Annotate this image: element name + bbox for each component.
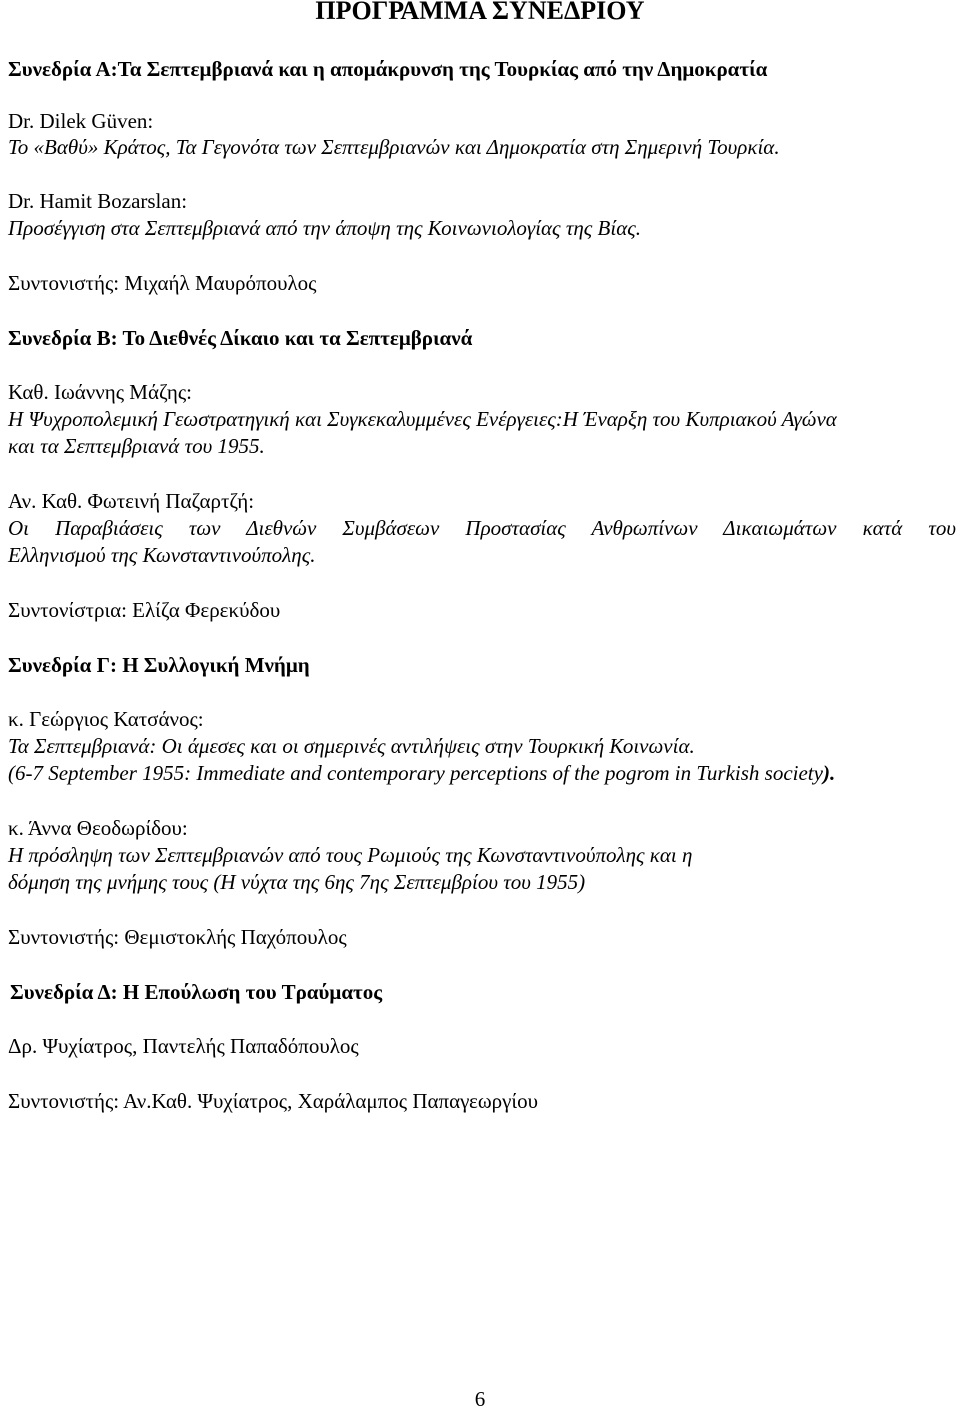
session-c-moderator: Συντονιστής: Θεμιστοκλής Παχόπουλος (8, 925, 347, 949)
session-a-talk1-speaker: Dr. Dilek Güven: (8, 109, 154, 133)
session-c-talk1-speaker: κ. Γεώργιος Κατσάνος: (8, 707, 204, 731)
session-b-moderator: Συντονίστρια: Ελίζα Φερεκύδου (8, 598, 281, 622)
session-c-heading: Συνεδρία Γ: Η Συλλογική Μνήμη (8, 653, 310, 677)
session-b-talk2-speaker: Αν. Καθ. Φωτεινή Παζαρτζή: (8, 489, 255, 513)
session-d-moderator: Συντονιστής: Αν.Καθ. Ψυχίατρος, Χαράλαμπος Παπαγεωργίου (8, 1089, 538, 1113)
session-a-talk2-title: Προσέγγιση στα Σεπτεμβριανά από την άποψη της Κοινωνιολογίας της Βίας. (8, 216, 641, 240)
session-c-talk1-title-en-text: (6-7 September 1955: Immediate and contemporary perceptions of the pogrom in Turkish society (8, 761, 823, 785)
session-c-talk2-title-line2: δόμηση της μνήμης τους (Η νύχτα της 6ης 7ης Σεπτεμβρίου του 1955) (8, 870, 586, 894)
session-b-talk1-speaker: Καθ. Ιωάννης Μάζης: (8, 380, 192, 404)
session-d-speaker: Δρ. Ψυχίατρος, Παντελής Παπαδόπουλος (8, 1034, 359, 1058)
session-c-talk1-title-gr: Τα Σεπτεμβριανά: Οι άμεσες και οι σημερινές αντιλήψεις στην Τουρκική Κοινωνία. (8, 734, 695, 758)
session-c-talk1-title-en (8, 760, 956, 786)
session-d-heading: Συνεδρία Δ: Η Επούλωση του Τραύματος (10, 980, 383, 1004)
session-c-talk2-speaker: κ. Άννα Θεοδωρίδου: (8, 816, 188, 840)
session-c-talk1-title-en-end: ). (822, 761, 836, 785)
session-c-talk2-title-line1: Η πρόσληψη των Σεπτεμβριανών από τους Ρωμιούς της Κωνσταντινούπολης και η (8, 843, 693, 867)
session-b-talk2-title-line2: Ελληνισμού της Κωνσταντινούπολης. (8, 543, 316, 567)
session-b-talk1-title-line1: Η Ψυχροπολεμική Γεωστρατηγική και Συγκεκαλυμμένες Ενέργειες:Η Έναρξη του Κυπριακού Αγώνα (8, 407, 837, 431)
session-a-heading: Συνεδρία Α:Τα Σεπτεμβριανά και η απομάκρυνση της Τουρκίας από την Δημοκρατία (8, 57, 768, 81)
session-a-talk1-title: Το «Βαθύ» Κράτος, Τα Γεγονότα των Σεπτεμβριανών και Δημοκρατία στη Σημερινή Τουρκία. (8, 135, 780, 159)
session-b-talk1-title-line2: και τα Σεπτεμβριανά του 1955. (8, 434, 265, 458)
page-number: 6 (474, 1387, 486, 1411)
session-b-heading: Συνεδρία Β: Το Διεθνές Δίκαιο και τα Σεπτεμβριανά (8, 326, 473, 350)
session-b-talk2-title-line1: Οι Παραβιάσεις των Διεθνών Συμβάσεων Προστασίας Ανθρωπίνων Δικαιωμάτων κατά του (8, 516, 956, 540)
session-a-moderator: Συντονιστής: Μιχαήλ Μαυρόπουλος (8, 271, 317, 295)
session-a-talk2-speaker: Dr. Hamit Bozarslan: (8, 189, 188, 213)
page-title: ΠΡΟΓΡΑΜΜΑ ΣΥΝΕΔΡΙΟΥ (315, 0, 645, 25)
